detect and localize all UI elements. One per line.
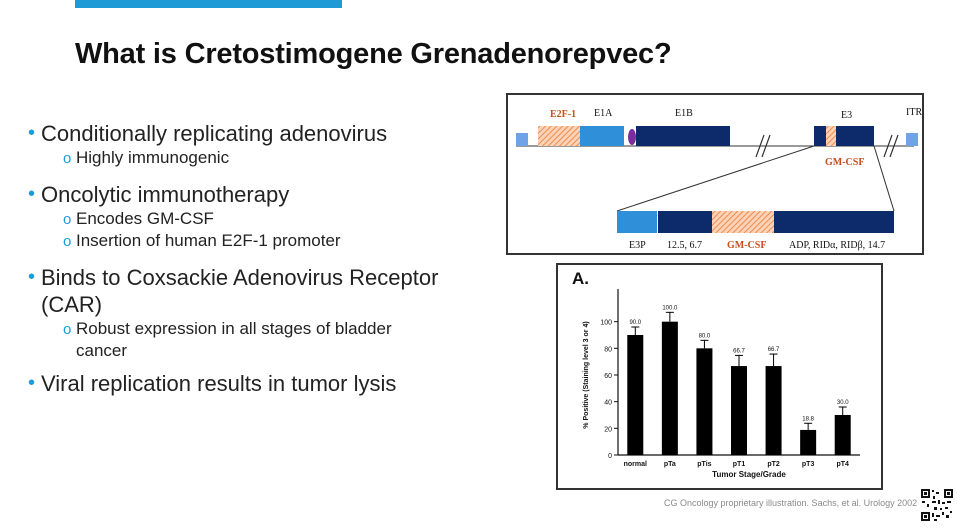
label-e3p: E3P (629, 240, 646, 251)
category-label: pTa (663, 461, 676, 468)
bar (662, 322, 678, 455)
sub-bullet-circle-icon: o (63, 233, 72, 250)
bullet-text: (CAR) (41, 292, 103, 317)
category-label: pT1 (732, 461, 746, 468)
bar (696, 348, 712, 455)
bullet-item (28, 370, 498, 397)
sub-bullet-text: Highly immunogenic (76, 148, 230, 167)
bullet-dot-icon: • (28, 122, 36, 144)
bar-value-label: 30.0 (836, 400, 849, 406)
x-axis-label: Tumor Stage/Grade (712, 470, 786, 479)
bullet-text: Viral replication results in tumor lysis (41, 371, 397, 396)
e1a-block (580, 126, 624, 146)
e3-genes-block (658, 211, 712, 233)
bar-value-label: 66.7 (733, 348, 745, 355)
left-itr-block (516, 133, 528, 146)
bullet-item (28, 120, 498, 147)
slide-title: What is Cretostimogene Grenadenorepvec? (75, 38, 672, 70)
sub-bullet-text: Robust expression in all stages of bladder (76, 319, 392, 338)
right-itr-block (906, 133, 918, 146)
sub-bullet-item (28, 147, 498, 169)
gmcsf-insert-block (826, 126, 836, 146)
bullet-text: Conditionally replicating adenovirus (41, 121, 388, 146)
qr-code-icon (920, 488, 954, 522)
label-e3-genes: 12.5, 6.7 (667, 240, 702, 251)
sub-bullet-text: cancer (76, 341, 128, 360)
staining-bar-chart (556, 263, 883, 490)
sub-bullet-circle-icon: o (63, 211, 72, 228)
image-credit: CG Oncology proprietary illustration. Sachs, et al. Urology 2002 (664, 498, 918, 508)
bullet-text: Binds to Coxsackie Adenovirus Receptor (41, 265, 439, 290)
e3p-block (617, 211, 657, 233)
category-label: pT2 (767, 461, 780, 468)
sub-bullet-item (28, 318, 498, 340)
accent-bar (75, 0, 342, 8)
category-label: pT3 (801, 461, 815, 468)
bullet-list (28, 120, 498, 397)
bullet-dot-icon: • (28, 372, 36, 394)
adenovirus-genome-diagram (506, 93, 924, 255)
label-e2f1: E2F-1 (550, 109, 577, 120)
e3-adp-block (774, 211, 894, 233)
bar-value-label: 90.0 (629, 320, 642, 326)
label-e1b: E1B (675, 108, 693, 119)
sub-bullet-text: Encodes GM-CSF (76, 209, 214, 228)
bullet-dot-icon: • (28, 266, 36, 288)
bullet-item-continued (28, 291, 498, 318)
bar-chart-svg (558, 265, 885, 492)
label-e1a: E1A (594, 108, 613, 119)
bullet-item (28, 264, 498, 291)
e2f1-promoter-block (538, 126, 580, 146)
bar-value-label: 100.0 (662, 305, 678, 312)
category-label: pT4 (836, 461, 849, 468)
sub-bullet-item (28, 208, 498, 230)
gmcsf-expanded-block (712, 211, 774, 233)
bar (835, 415, 851, 455)
y-tick-label: 80 (604, 346, 612, 354)
bar (731, 366, 747, 455)
y-tick-label: 0 (608, 453, 612, 460)
label-itr: ITR (906, 107, 923, 118)
sub-bullet-circle-icon: o (63, 150, 72, 167)
zoom-line-left (617, 146, 814, 211)
purple-marker (628, 129, 636, 145)
bullet-text: Oncolytic immunotherapy (41, 182, 290, 207)
sub-bullet-text: Insertion of human E2F-1 promoter (76, 231, 341, 250)
sub-bullet-item-continued (28, 340, 498, 362)
panel-label: A. (572, 269, 589, 288)
bar (627, 335, 643, 455)
y-tick-label: 60 (604, 373, 612, 380)
bar-value-label: 80.0 (698, 333, 711, 340)
e1b-block (636, 126, 730, 146)
sub-bullet-circle-icon: o (63, 321, 72, 338)
label-e3: E3 (841, 110, 853, 121)
bar (766, 366, 782, 455)
bullet-item (28, 181, 498, 208)
y-tick-label: 40 (604, 399, 612, 407)
y-axis-label: % Positive (Staining level 3 or 4) (583, 321, 590, 429)
y-tick-label: 100 (600, 319, 612, 327)
label-gmcsf-bottom: GM-CSF (727, 240, 767, 251)
bar-value-label: 18.8 (802, 416, 814, 423)
bar (800, 430, 816, 455)
y-tick-label: 20 (604, 426, 612, 434)
e3-block (814, 126, 874, 146)
bullet-dot-icon: • (28, 183, 36, 205)
label-adp-rid: ADP, RIDα, RIDβ, 14.7 (789, 240, 886, 251)
category-label: normal (623, 461, 647, 468)
category-label: pTis (697, 461, 712, 468)
sub-bullet-item (28, 230, 498, 252)
label-gmcsf-top: GM-CSF (825, 157, 865, 168)
bar-value-label: 66.7 (767, 347, 780, 354)
